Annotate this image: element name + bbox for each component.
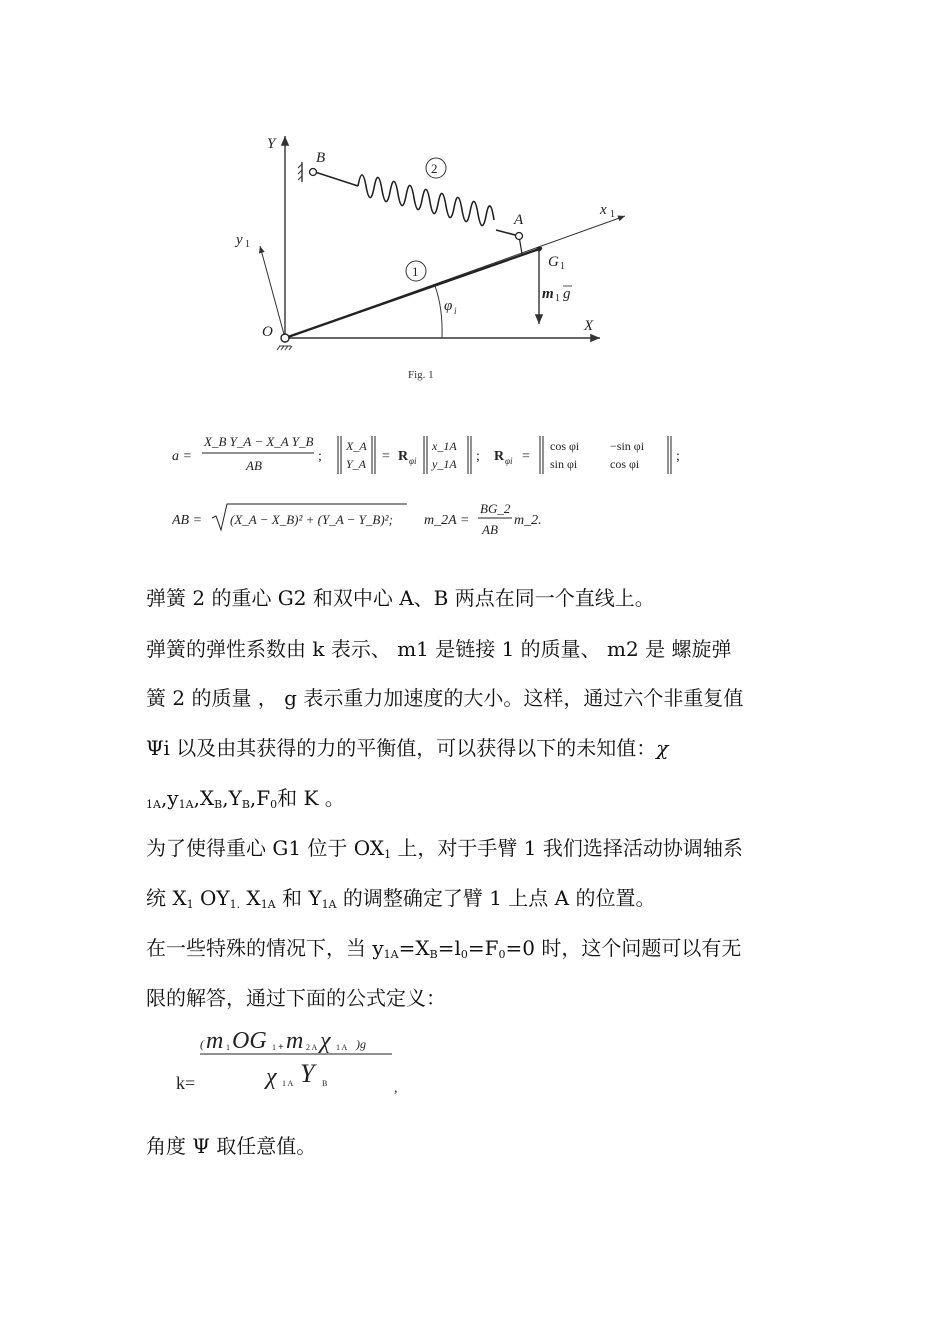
angle-arc: [435, 286, 442, 338]
svg-text:;: ;: [676, 449, 680, 464]
svg-text:=: =: [522, 449, 530, 464]
svg-text:1: 1: [226, 1043, 230, 1052]
paragraph-spring-center: 弹簧 2 的重心 G2 和双中心 A、B 两点在同一个直线上。: [146, 586, 655, 610]
svg-text:χ: χ: [266, 1064, 277, 1090]
label-x1: x: [600, 202, 607, 218]
svg-text:φi: φi: [409, 456, 417, 466]
formula-line-2: [172, 496, 572, 544]
paragraph-constants-2: 簧 2 的质量 ， g 表示重力加速度的大小。这样，通过六个非重复值: [146, 686, 744, 710]
label-y1: y: [236, 232, 243, 248]
svg-text:(: (: [200, 1037, 204, 1051]
label-y: Y: [267, 136, 276, 152]
label-a: A: [514, 212, 524, 228]
svg-text:1 A: 1 A: [336, 1043, 348, 1052]
svg-text:cos φi: cos φi: [610, 457, 640, 471]
formula-ab-lhs: AB =: [172, 513, 203, 528]
paragraph-special-case: 在一些特殊的情况下，当 $y_{1A}=X_B=l_0=F_0=0$ 时，这个问题可以有无: [146, 936, 742, 961]
svg-text:;: ;: [476, 449, 480, 464]
svg-text:1: 1: [555, 293, 560, 304]
svg-text:1 A: 1 A: [282, 1079, 294, 1088]
rotation-r: R: [398, 449, 409, 464]
svg-text:+: +: [278, 1042, 284, 1053]
svg-text:)g: )g: [356, 1037, 366, 1051]
formula-line-1: [172, 428, 692, 484]
label-g1: G: [548, 254, 559, 270]
formula-m2a-den: AB: [482, 522, 498, 537]
svg-text:χ: χ: [320, 1028, 331, 1054]
svg-text:Y: Y: [300, 1059, 315, 1088]
label-x: X: [584, 318, 594, 334]
point-b: [310, 169, 317, 176]
label-m1g: m: [542, 286, 554, 302]
matrix-lhs-top: X_A: [346, 439, 367, 453]
matrix-lhs-bot: Y_A: [346, 457, 367, 471]
label-1: 1: [412, 264, 419, 279]
svg-text:OG: OG: [232, 1028, 267, 1054]
label-o: O: [262, 324, 273, 340]
svg-text:=: =: [382, 449, 390, 464]
formula-m2a-tail: m_2.: [514, 513, 542, 528]
label-2: 2: [431, 161, 438, 176]
paragraph-constants-3: Ψi 以及由其获得的力的平衡值，可以获得以下的未知值：χ: [146, 736, 669, 760]
svg-text:i: i: [454, 306, 457, 316]
formula-a-den: AB: [246, 458, 262, 473]
svg-text:sin φi: sin φi: [550, 457, 578, 471]
svg-text:m: m: [206, 1028, 224, 1054]
svg-text:1: 1: [245, 239, 250, 250]
svg-text:1: 1: [560, 261, 565, 272]
matrix-rhs-top: x_1A: [432, 439, 457, 453]
paragraph-g1-axis: 为了使得重心 G1 位于 $OX_1$ 上，对于手臂 1 我们选择活动协调轴系: [146, 836, 743, 861]
svg-text:1: 1: [610, 209, 615, 220]
svg-text:g: g: [563, 286, 571, 302]
spring-wire-left: [315, 172, 358, 186]
svg-text:φi: φi: [505, 456, 513, 466]
svg-text:B: B: [322, 1079, 328, 1088]
paragraph-axis-system: 统 $X_1$ $OY_{1.}$ $X_{1A}$ 和 $Y_{1A}$ 的调整确定了臂 1 上点 A 的位置。: [146, 886, 656, 911]
formula-a-num: X_B Y_A − X_A Y_B: [204, 434, 314, 449]
formula-m2a-lhs: m_2A =: [424, 513, 470, 528]
svg-text:1: 1: [272, 1043, 276, 1052]
label-phi: φ: [444, 298, 453, 314]
svg-text:;: ;: [318, 449, 322, 464]
rotation-r-def: R: [494, 449, 505, 464]
svg-text:−sin φi: −sin φi: [610, 439, 645, 453]
paragraph-angle: 角度 Ψ 取任意值。: [146, 1134, 317, 1158]
figure-1-diagram: [230, 128, 630, 368]
point-a: [516, 233, 523, 240]
svg-text:m: m: [286, 1028, 304, 1054]
svg-text:,: ,: [394, 1081, 398, 1096]
formula-m2a-num: BG_2: [480, 501, 511, 516]
paragraph-infinite-solutions: 限的解答，通过下面的公式定义：: [146, 986, 446, 1010]
origin-pivot: [281, 334, 289, 342]
label-b: B: [316, 150, 326, 166]
spring-coils: [358, 175, 494, 226]
matrix-rhs-bot: y_1A: [432, 457, 457, 471]
k-formula: [176, 1024, 436, 1104]
figure-caption: Fig. 1: [408, 369, 434, 381]
formula-ab-rhs: (X_A − X_B)² + (Y_A − Y_B)²;: [230, 512, 393, 527]
svg-text:2 A: 2 A: [306, 1043, 318, 1052]
formula-a-lhs: a =: [172, 449, 192, 464]
k-lhs: k=: [176, 1073, 196, 1093]
paragraph-constants-1: 弹簧的弹性系数由 k 表示、 m1 是链接 1 的质量、 m2 是 螺旋弹: [146, 637, 732, 661]
svg-text:cos φi: cos φi: [550, 439, 580, 453]
paragraph-unknowns: $_{1A},y_{1A},X_B,Y_B,F_0$和 K 。: [146, 786, 345, 811]
